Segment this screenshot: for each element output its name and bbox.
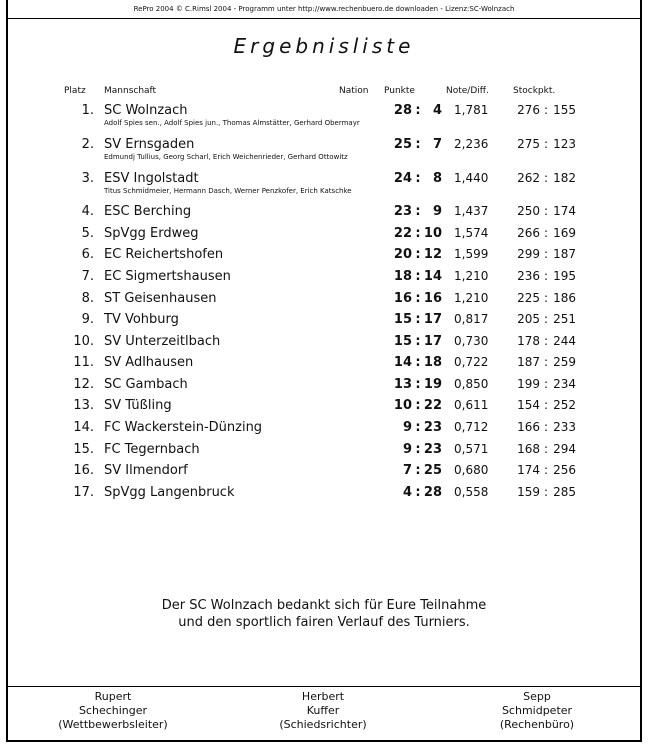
stock-points-separator: : xyxy=(543,420,549,434)
result-row xyxy=(8,420,640,442)
stock-points-separator: : xyxy=(543,103,549,117)
result-row xyxy=(8,103,640,125)
rank-cell: 12. xyxy=(73,377,94,392)
column-header-nation: Nation xyxy=(339,86,369,96)
team-name: SC Gambach xyxy=(104,377,188,392)
signature-first-name: Rupert xyxy=(94,690,132,703)
points-separator: : xyxy=(415,485,421,500)
points-separator: : xyxy=(415,226,421,241)
points-separator: : xyxy=(415,398,421,413)
stock-points-against: 187 xyxy=(553,247,576,261)
stock-points-for: 187 xyxy=(517,355,540,369)
points-against: 14 xyxy=(423,269,442,284)
team-name: ESC Berching xyxy=(104,204,192,219)
stock-points-separator: : xyxy=(543,442,549,456)
points-for: 15 xyxy=(393,312,412,327)
stock-points-against: 285 xyxy=(553,485,576,499)
rank-cell: 16. xyxy=(73,463,94,478)
points-for: 4 xyxy=(402,485,412,500)
points-against: 19 xyxy=(423,377,442,392)
points-separator: : xyxy=(415,312,421,327)
signature-last-name: Kuffer xyxy=(306,704,340,717)
points-against: 28 xyxy=(423,485,442,500)
stock-points-against: 169 xyxy=(553,226,576,240)
column-header-note: Note/Diff. xyxy=(446,86,489,96)
team-players: Titus Schmidmeier, Hermann Dasch, Werner Penzkofer, Erich Katschke xyxy=(104,187,352,195)
points-against: 22 xyxy=(423,398,442,413)
points-against: 4 xyxy=(432,103,442,118)
points-against: 7 xyxy=(432,137,442,152)
stock-points-for: 154 xyxy=(517,398,540,412)
result-row xyxy=(8,442,640,464)
stock-points-against: 195 xyxy=(553,269,576,283)
rank-cell: 1. xyxy=(81,103,94,118)
points-separator: : xyxy=(415,355,421,370)
points-for: 13 xyxy=(393,377,412,392)
stock-points-separator: : xyxy=(543,291,549,305)
points-separator: : xyxy=(415,137,421,152)
note-diff: 0,722 xyxy=(454,355,489,369)
page-frame xyxy=(6,0,642,742)
result-row xyxy=(8,137,640,159)
team-name: SV Unterzeitlbach xyxy=(104,334,221,349)
rank-cell: 4. xyxy=(81,204,94,219)
points-against: 23 xyxy=(423,420,442,435)
result-row xyxy=(8,463,640,485)
points-for: 10 xyxy=(393,398,412,413)
stock-points-separator: : xyxy=(543,334,549,348)
note-diff: 0,817 xyxy=(454,312,489,326)
result-row xyxy=(8,334,640,356)
points-for: 25 xyxy=(393,137,412,152)
team-name: ESV Ingolstadt xyxy=(104,171,199,186)
note-diff: 1,781 xyxy=(454,103,489,117)
team-players: Edmundj Tullius, Georg Scharl, Erich Weichenrieder, Gerhard Ottowitz xyxy=(104,153,348,161)
stock-points-for: 178 xyxy=(517,334,540,348)
stock-points-against: 294 xyxy=(553,442,576,456)
stock-points-against: 252 xyxy=(553,398,576,412)
points-against: 16 xyxy=(423,291,442,306)
stock-points-separator: : xyxy=(543,171,549,185)
column-header-mannschaft: Mannschaft xyxy=(104,86,157,96)
points-for: 7 xyxy=(402,463,412,478)
stock-points-for: 262 xyxy=(517,171,540,185)
result-row xyxy=(8,204,640,226)
result-row xyxy=(8,398,640,420)
stock-points-against: 256 xyxy=(553,463,576,477)
points-against: 9 xyxy=(432,204,442,219)
stock-points-against: 182 xyxy=(553,171,576,185)
page-title: Ergebnisliste xyxy=(233,34,415,58)
points-for: 20 xyxy=(393,247,412,262)
team-name: SV Tüßling xyxy=(104,398,172,413)
points-against: 10 xyxy=(423,226,442,241)
points-separator: : xyxy=(415,377,421,392)
team-name: SV Adlhausen xyxy=(104,355,194,370)
stock-points-against: 174 xyxy=(553,204,576,218)
column-header-stockpkt: Stockpkt. xyxy=(513,86,556,96)
signature-last-name: Schechinger xyxy=(78,704,148,717)
stock-points-for: 166 xyxy=(517,420,540,434)
points-against: 18 xyxy=(423,355,442,370)
points-against: 25 xyxy=(423,463,442,478)
signature-wettbewerbsleiter xyxy=(38,690,188,732)
stock-points-against: 244 xyxy=(553,334,576,348)
points-for: 28 xyxy=(393,103,412,118)
note-diff: 1,574 xyxy=(454,226,489,240)
stock-points-for: 159 xyxy=(517,485,540,499)
points-for: 22 xyxy=(393,226,412,241)
thanks-line-1: Der SC Wolnzach bedankt sich für Eure Teilnahme xyxy=(161,598,487,613)
stock-points-against: 123 xyxy=(553,137,576,151)
stock-points-for: 236 xyxy=(517,269,540,283)
note-diff: 0,611 xyxy=(454,398,489,412)
program-credit: RePro 2004 © C.Rimsl 2004 - Programm unter http://www.rechenbuero.de downloaden - Lizenz:SC-Wolnzach xyxy=(133,5,515,13)
stock-points-separator: : xyxy=(543,247,549,261)
stock-points-against: 186 xyxy=(553,291,576,305)
team-name: SpVgg Erdweg xyxy=(104,226,199,241)
rank-cell: 11. xyxy=(73,355,94,370)
note-diff: 1,210 xyxy=(454,269,489,283)
points-separator: : xyxy=(415,269,421,284)
note-diff: 1,599 xyxy=(454,247,489,261)
points-separator: : xyxy=(415,442,421,457)
rank-cell: 8. xyxy=(81,291,94,306)
team-name: SV Ilmendorf xyxy=(104,463,188,478)
note-diff: 0,558 xyxy=(454,485,489,499)
points-against: 17 xyxy=(423,334,442,349)
team-name: TV Vohburg xyxy=(104,312,179,327)
stock-points-separator: : xyxy=(543,355,549,369)
points-for: 24 xyxy=(393,171,412,186)
result-row xyxy=(8,485,640,507)
stock-points-against: 233 xyxy=(553,420,576,434)
points-against: 8 xyxy=(432,171,442,186)
note-diff: 2,236 xyxy=(454,137,489,151)
team-name: ST Geisenhausen xyxy=(104,291,217,306)
result-row xyxy=(8,171,640,193)
points-for: 9 xyxy=(402,420,412,435)
result-row xyxy=(8,312,640,334)
points-separator: : xyxy=(415,103,421,118)
points-against: 12 xyxy=(423,247,442,262)
note-diff: 0,730 xyxy=(454,334,489,348)
rank-cell: 17. xyxy=(73,485,94,500)
team-name: FC Tegernbach xyxy=(104,442,200,457)
column-header-platz: Platz xyxy=(64,86,86,96)
points-for: 15 xyxy=(393,334,412,349)
note-diff: 0,712 xyxy=(454,420,489,434)
points-for: 18 xyxy=(393,269,412,284)
stock-points-for: 225 xyxy=(517,291,540,305)
team-name: EC Sigmertshausen xyxy=(104,269,231,284)
signature-role: (Schiedsrichter) xyxy=(279,718,367,731)
stock-points-separator: : xyxy=(543,204,549,218)
stock-points-separator: : xyxy=(543,377,549,391)
team-players: Adolf Spies sen., Adolf Spies jun., Thomas Almstätter, Gerhard Obermayr xyxy=(104,119,360,127)
points-against: 17 xyxy=(423,312,442,327)
note-diff: 0,850 xyxy=(454,377,489,391)
stock-points-for: 168 xyxy=(517,442,540,456)
points-separator: : xyxy=(415,171,421,186)
signature-role: (Wettbewerbsleiter) xyxy=(58,718,168,731)
team-name: SV Ernsgaden xyxy=(104,137,195,152)
result-row xyxy=(8,291,640,313)
note-diff: 1,210 xyxy=(454,291,489,305)
stock-points-for: 276 xyxy=(517,103,540,117)
points-separator: : xyxy=(415,420,421,435)
stock-points-separator: : xyxy=(543,463,549,477)
footer-divider xyxy=(8,686,640,687)
result-row xyxy=(8,247,640,269)
team-name: EC Reichertshofen xyxy=(104,247,224,262)
signature-schiedsrichter xyxy=(248,690,398,732)
signature-rechenbuero xyxy=(462,690,612,732)
rank-cell: 13. xyxy=(73,398,94,413)
points-separator: : xyxy=(415,247,421,262)
stock-points-against: 251 xyxy=(553,312,576,326)
points-separator: : xyxy=(415,463,421,478)
stock-points-against: 155 xyxy=(553,103,576,117)
team-name: FC Wackerstein-Dünzing xyxy=(104,420,263,435)
stock-points-against: 259 xyxy=(553,355,576,369)
stock-points-separator: : xyxy=(543,312,549,326)
rank-cell: 3. xyxy=(81,171,94,186)
rank-cell: 7. xyxy=(81,269,94,284)
rank-cell: 15. xyxy=(73,442,94,457)
stock-points-separator: : xyxy=(543,137,549,151)
team-name: SC Wolnzach xyxy=(104,103,188,118)
stock-points-separator: : xyxy=(543,269,549,283)
note-diff: 1,440 xyxy=(454,171,489,185)
points-separator: : xyxy=(415,204,421,219)
result-row xyxy=(8,355,640,377)
points-for: 23 xyxy=(393,204,412,219)
points-for: 9 xyxy=(402,442,412,457)
column-header-punkte: Punkte xyxy=(384,86,415,96)
rank-cell: 5. xyxy=(81,226,94,241)
stock-points-for: 199 xyxy=(517,377,540,391)
header-divider xyxy=(8,18,640,19)
points-for: 16 xyxy=(393,291,412,306)
signature-first-name: Herbert xyxy=(301,690,345,703)
rank-cell: 10. xyxy=(73,334,94,349)
stock-points-for: 205 xyxy=(517,312,540,326)
team-name: SpVgg Langenbruck xyxy=(104,485,235,500)
points-separator: : xyxy=(415,291,421,306)
stock-points-separator: : xyxy=(543,226,549,240)
stock-points-separator: : xyxy=(543,398,549,412)
rank-cell: 9. xyxy=(81,312,94,327)
rank-cell: 14. xyxy=(73,420,94,435)
stock-points-for: 266 xyxy=(517,226,540,240)
stock-points-separator: : xyxy=(543,485,549,499)
note-diff: 0,680 xyxy=(454,463,489,477)
rank-cell: 2. xyxy=(81,137,94,152)
note-diff: 1,437 xyxy=(454,204,489,218)
result-row xyxy=(8,226,640,248)
stock-points-for: 174 xyxy=(517,463,540,477)
result-row xyxy=(8,269,640,291)
points-separator: : xyxy=(415,334,421,349)
note-diff: 0,571 xyxy=(454,442,489,456)
stock-points-for: 250 xyxy=(517,204,540,218)
stock-points-for: 299 xyxy=(517,247,540,261)
points-against: 23 xyxy=(423,442,442,457)
signature-last-name: Schmidpeter xyxy=(501,704,573,717)
stock-points-against: 234 xyxy=(553,377,576,391)
result-row xyxy=(8,377,640,399)
signature-role: (Rechenbüro) xyxy=(499,718,575,731)
signature-first-name: Sepp xyxy=(523,690,551,703)
stock-points-for: 275 xyxy=(517,137,540,151)
points-for: 14 xyxy=(393,355,412,370)
thanks-line-2: und den sportlich fairen Verlauf des Turniers. xyxy=(178,615,470,630)
rank-cell: 6. xyxy=(81,247,94,262)
